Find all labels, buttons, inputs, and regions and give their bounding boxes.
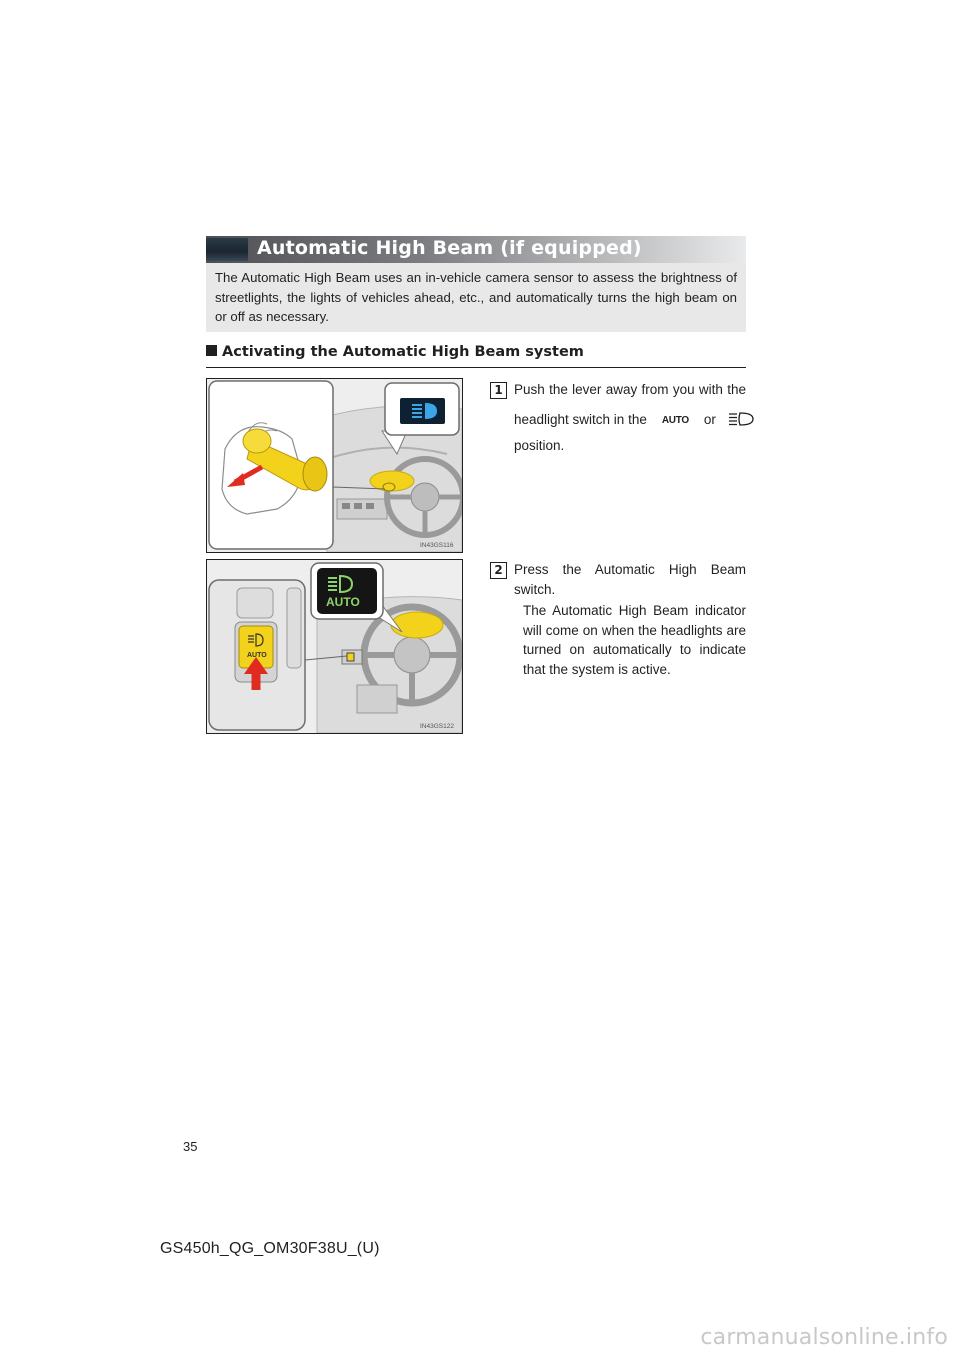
page-number: 35 xyxy=(183,1139,198,1154)
lever-illustration xyxy=(207,379,462,552)
switch-auto-label: AUTO xyxy=(247,652,267,659)
subsection-heading xyxy=(206,344,746,368)
switch-illustration xyxy=(207,560,462,733)
step1-text-prefix: headlight switch in the xyxy=(514,412,647,427)
figure-lever-push xyxy=(206,378,463,553)
watermark: carmanualsonline.info xyxy=(700,1325,948,1350)
section-title: Automatic High Beam (if equipped) xyxy=(257,237,642,259)
section-header-bar xyxy=(206,236,746,263)
auto-position-icon: AUTO xyxy=(661,415,689,426)
subsection-title: Activating the Automatic High Beam system xyxy=(222,344,584,360)
step-number-badge: 1 xyxy=(490,382,507,399)
figure-code: IN43GS116 xyxy=(420,542,454,549)
step1-text-line3: position. xyxy=(514,438,565,453)
figure-code: IN43GS122 xyxy=(420,723,454,730)
step1-text-line1: Push the lever away from you with the xyxy=(514,382,746,397)
section-intro: The Automatic High Beam uses an in-vehicle camera sensor to assess the brightness of streetlights, the lights of vehicles ahead, etc., and automatically turns the high beam on or off as necessary. xyxy=(206,263,746,332)
step2-text-line2: switch. xyxy=(514,582,556,597)
square-bullet-icon xyxy=(206,345,217,356)
step2-detail: The Automatic High Beam indicator will come on when the headlights are turned on automatically to indicate that the system is active. xyxy=(523,603,746,677)
step-number-badge: 2 xyxy=(490,562,507,579)
figure-ahb-switch xyxy=(206,559,463,734)
step1-connector: or xyxy=(703,412,716,427)
section-thumbnail xyxy=(206,238,248,261)
step2-text-line1: Press the Automatic High Beam xyxy=(514,562,746,577)
step1-text-line2 xyxy=(514,411,746,427)
indicator-auto-label: AUTO xyxy=(326,595,360,609)
document-code: GS450h_QG_OM30F38U_(U) xyxy=(160,1240,380,1257)
headlight-position-icon xyxy=(727,411,757,427)
